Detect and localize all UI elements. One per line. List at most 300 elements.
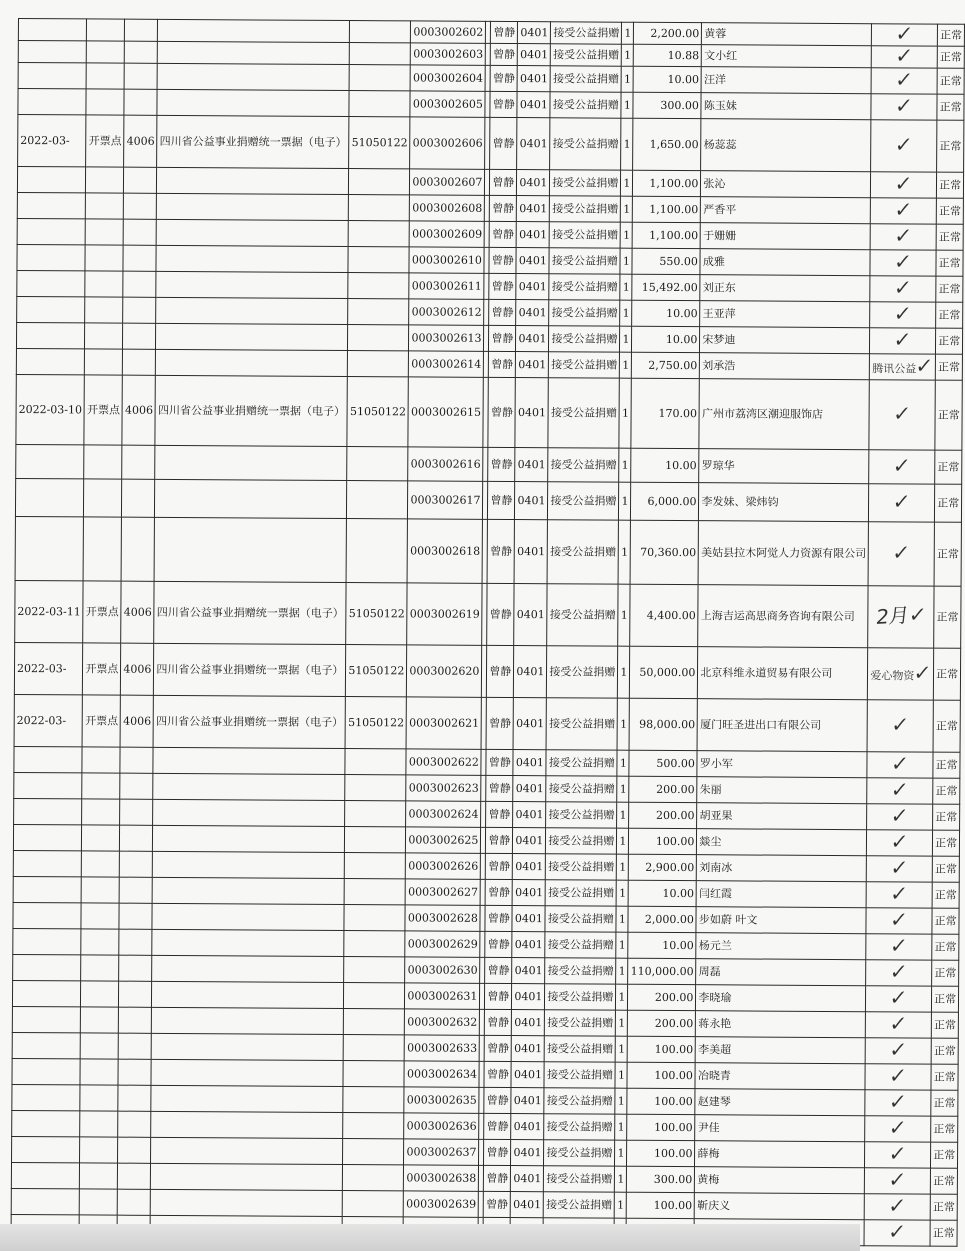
cell-point xyxy=(86,219,124,245)
cell-receipt-no: 0003002606 xyxy=(410,117,485,169)
cell-amount: 100.00 xyxy=(628,1036,696,1062)
cell-point xyxy=(85,323,123,349)
cell-amount: 10.88 xyxy=(634,44,702,66)
cell-check xyxy=(868,648,934,700)
table-row xyxy=(14,694,960,752)
cell-payer xyxy=(349,221,410,247)
cell-dept: 0401 xyxy=(511,1140,544,1166)
cell-item: 接受公益捐赠 xyxy=(550,196,621,222)
cell-donor: 薛梅 xyxy=(695,1141,865,1168)
cell-point: 开票点 xyxy=(86,115,124,167)
cell-check xyxy=(867,778,933,804)
cell-date xyxy=(13,954,82,980)
cell-point: 开票点 xyxy=(83,643,121,695)
cell-point xyxy=(87,41,125,63)
cell-status: 正常 xyxy=(932,908,959,934)
cell-code xyxy=(124,167,157,193)
cell-donor: 杨元兰 xyxy=(696,933,866,960)
cell-dept: 0401 xyxy=(512,1010,545,1036)
cell-code xyxy=(120,877,153,903)
cell-check xyxy=(867,856,933,882)
cell-point xyxy=(83,517,121,581)
cell-receipt-no: 0003002629 xyxy=(405,931,480,957)
cell-date xyxy=(11,1162,80,1188)
checkmark-icon: ✓ xyxy=(887,1192,908,1218)
cell-handler: 曾静 xyxy=(490,221,517,247)
cell-code xyxy=(118,1137,151,1163)
cell-date xyxy=(13,876,82,902)
cell-code: 4006 xyxy=(121,643,154,695)
cell-qty: 1 xyxy=(615,1088,627,1114)
cell-payer xyxy=(345,853,406,879)
cell-name xyxy=(151,1163,343,1190)
cell-payer xyxy=(345,801,406,827)
cell-qty: 1 xyxy=(619,378,631,448)
cell-status: 正常 xyxy=(936,250,963,276)
cell-status: 正常 xyxy=(937,120,964,172)
cell-date xyxy=(14,746,83,772)
cell-point xyxy=(80,1163,118,1189)
cell-name xyxy=(157,89,349,116)
cell-check xyxy=(871,224,937,250)
cell-item: 接受公益捐赠 xyxy=(548,482,619,520)
cell-point xyxy=(86,193,124,219)
cell-qty: 1 xyxy=(615,1166,627,1192)
cell-dept: 0401 xyxy=(513,750,546,776)
cell-code: 4006 xyxy=(122,375,155,445)
cell-dept: 0401 xyxy=(517,196,550,222)
donation-receipt-ledger-table xyxy=(11,18,965,1247)
cell-check xyxy=(871,198,937,224)
cell-dept: 0401 xyxy=(513,828,546,854)
cell-date: 2022-03-10 xyxy=(16,374,85,444)
cell-amount: 110,000.00 xyxy=(628,958,696,984)
cell-item: 接受公益捐赠 xyxy=(545,958,616,984)
cell-qty: 1 xyxy=(620,326,632,352)
cell-code xyxy=(119,903,152,929)
cell-date xyxy=(12,1058,81,1084)
cell-payer xyxy=(343,1087,404,1113)
cell-handler: 曾静 xyxy=(490,195,517,221)
cell-handler: 曾静 xyxy=(488,377,515,447)
cell-receipt-no: 0003002607 xyxy=(410,169,485,195)
cell-amount: 10.00 xyxy=(631,448,699,482)
cell-item: 接受公益捐赠 xyxy=(550,170,621,196)
cell-status: 正常 xyxy=(930,1220,957,1246)
cell-payer xyxy=(344,931,405,957)
cell-point xyxy=(82,877,120,903)
cell-item: 接受公益捐赠 xyxy=(546,854,617,880)
cell-check xyxy=(865,1090,931,1116)
checkmark-icon: ✓ xyxy=(891,539,912,565)
cell-donor: 朱丽 xyxy=(697,777,867,804)
cell-amount: 100.00 xyxy=(627,1088,695,1114)
cell-date xyxy=(11,1188,80,1214)
cell-point xyxy=(81,1007,119,1033)
cell-status: 正常 xyxy=(936,198,963,224)
cell-code xyxy=(122,479,155,517)
cell-donor: 王亚萍 xyxy=(700,301,870,328)
table-row xyxy=(15,516,962,586)
cell-payer xyxy=(345,879,406,905)
cell-check xyxy=(867,700,933,752)
cell-qty: 1 xyxy=(615,1140,627,1166)
cell-amount: 70,360.00 xyxy=(630,520,698,584)
cell-name xyxy=(151,1111,343,1138)
cell-donor: 成雅 xyxy=(700,249,870,276)
cell-receipt-no: 0003002603 xyxy=(411,43,486,65)
cell-check xyxy=(866,986,932,1012)
cell-item: 接受公益捐赠 xyxy=(544,1192,615,1218)
cell-qty: 1 xyxy=(621,118,633,170)
cell-code: 4006 xyxy=(120,695,153,747)
cell-amount: 10.00 xyxy=(629,880,697,906)
cell-item: 接受公益捐赠 xyxy=(545,932,616,958)
checkmark-icon: ✓ xyxy=(888,1114,908,1140)
cell-check xyxy=(865,1064,931,1090)
cell-qty: 1 xyxy=(616,984,628,1010)
scan-bottom-edge xyxy=(0,1224,860,1251)
cell-handler: 曾静 xyxy=(488,481,515,519)
cell-dept: 0401 xyxy=(511,1166,544,1192)
cell-payer xyxy=(344,905,405,931)
cell-code xyxy=(120,851,153,877)
cell-name xyxy=(157,193,349,220)
cell-receipt-no: 0003002624 xyxy=(406,801,481,827)
checkmark-icon: ✓ xyxy=(893,300,913,326)
cell-receipt-no: 0003002630 xyxy=(405,957,480,983)
cell-dept: 0401 xyxy=(511,1114,544,1140)
cell-handler: 曾静 xyxy=(484,1113,511,1139)
cell-receipt-no: 0003002625 xyxy=(406,827,481,853)
cell-qty: 1 xyxy=(622,22,634,44)
cell-code xyxy=(121,517,154,581)
checkmark-icon: ✓ xyxy=(888,1088,909,1114)
cell-qty: 1 xyxy=(616,932,628,958)
cell-check xyxy=(870,354,936,380)
cell-payer xyxy=(345,827,406,853)
cell-handler: 曾静 xyxy=(487,519,514,583)
cell-code xyxy=(119,955,152,981)
cell-status: 正常 xyxy=(931,1168,958,1194)
cell-code xyxy=(120,747,153,773)
cell-qty: 1 xyxy=(621,92,633,118)
cell-dept: 0401 xyxy=(514,584,547,646)
checkmark-icon: ✓ xyxy=(890,750,911,776)
cell-handler: 曾静 xyxy=(485,983,512,1009)
cell-check xyxy=(871,172,937,198)
cell-donor: 刘承浩 xyxy=(700,353,870,380)
cell-code xyxy=(123,271,156,297)
cell-date xyxy=(13,824,82,850)
cell-check xyxy=(867,752,933,778)
checkmark-icon: ✓ xyxy=(893,222,914,248)
cell-status: 正常 xyxy=(937,172,964,198)
cell-item: 接受公益捐赠 xyxy=(545,1036,616,1062)
cell-payer xyxy=(343,1113,404,1139)
cell-payer xyxy=(343,1061,404,1087)
cell-name xyxy=(152,929,344,956)
cell-item: 接受公益捐赠 xyxy=(550,92,621,118)
cell-receipt-no: 0003002639 xyxy=(404,1191,479,1217)
cell-dept: 0401 xyxy=(518,44,551,66)
cell-status: 正常 xyxy=(937,46,964,68)
checkmark-icon: ✓ xyxy=(893,170,914,196)
cell-check xyxy=(867,804,933,830)
checkmark-icon: ✓ xyxy=(914,352,935,378)
cell-item: 接受公益捐赠 xyxy=(549,248,620,274)
cell-date xyxy=(12,1032,81,1058)
checkmark-icon: ✓ xyxy=(889,880,910,906)
cell-amount: 2,200.00 xyxy=(634,22,702,44)
cell-handler: 曾静 xyxy=(489,247,516,273)
cell-date xyxy=(17,218,86,244)
cell-handler: 曾静 xyxy=(491,21,518,43)
cell-item: 接受公益捐赠 xyxy=(548,378,619,448)
cell-amount: 100.00 xyxy=(627,1192,695,1218)
cell-receipt-no: 0003002628 xyxy=(405,905,480,931)
cell-code xyxy=(118,1059,151,1085)
cell-payer xyxy=(348,273,409,299)
cell-name xyxy=(152,903,344,930)
cell-qty: 1 xyxy=(615,1192,627,1218)
cell-date xyxy=(12,980,81,1006)
cell-payer xyxy=(349,195,410,221)
cell-date xyxy=(14,798,83,824)
cell-handler: 曾静 xyxy=(484,1191,511,1217)
cell-dept: 0401 xyxy=(516,326,549,352)
cell-check xyxy=(866,882,932,908)
cell-code xyxy=(119,1033,152,1059)
cell-name xyxy=(153,799,345,826)
cell-payer xyxy=(349,169,410,195)
cell-check xyxy=(871,68,937,94)
cell-check xyxy=(871,94,937,120)
cell-date: 2022-03-11 xyxy=(15,580,84,642)
cell-item: 接受公益捐赠 xyxy=(544,1166,615,1192)
cell-donor: 黄梅 xyxy=(695,1167,865,1194)
cell-amount: 100.00 xyxy=(629,828,697,854)
cell-qty: 1 xyxy=(616,1036,628,1062)
cell-point xyxy=(80,1085,118,1111)
cell-receipt-no: 0003002623 xyxy=(406,775,481,801)
cell-name xyxy=(154,517,346,582)
cell-name: 四川省公益事业捐赠统一票据（电子） xyxy=(154,643,346,696)
cell-name xyxy=(157,63,349,90)
cell-payer xyxy=(344,957,405,983)
cell-name xyxy=(153,773,345,800)
cell-receipt-no: 0003002636 xyxy=(404,1113,479,1139)
cell-handler: 曾静 xyxy=(489,351,516,377)
cell-receipt-no: 0003002618 xyxy=(407,519,482,583)
cell-date xyxy=(12,1006,81,1032)
cell-point xyxy=(81,903,119,929)
cell-name xyxy=(156,271,348,298)
cell-amount: 550.00 xyxy=(632,248,700,274)
cell-handler: 曾静 xyxy=(490,117,517,169)
cell-date xyxy=(12,1084,81,1110)
cell-date xyxy=(14,772,83,798)
cell-item: 接受公益捐赠 xyxy=(551,22,622,44)
cell-status: 正常 xyxy=(933,778,960,804)
cell-payer xyxy=(349,91,410,117)
cell-point xyxy=(81,955,119,981)
cell-point: 开票点 xyxy=(83,581,121,643)
cell-payer xyxy=(343,1165,404,1191)
cell-status: 正常 xyxy=(937,68,964,94)
cell-item: 接受公益捐赠 xyxy=(546,776,617,802)
table-row xyxy=(16,444,962,484)
cell-status: 正常 xyxy=(932,882,959,908)
checkmark-icon: ✓ xyxy=(892,400,913,426)
cell-item: 接受公益捐赠 xyxy=(549,352,620,378)
checkmark-icon: ✓ xyxy=(889,958,909,984)
cell-receipt-no: 0003002632 xyxy=(405,1009,480,1035)
cell-code: 4006 xyxy=(124,115,157,167)
cell-donor: 宋梦迪 xyxy=(700,327,870,354)
cell-amount: 100.00 xyxy=(627,1140,695,1166)
cell-dept: 0401 xyxy=(517,92,550,118)
cell-donor: 黄蓉 xyxy=(702,23,872,46)
cell-payer xyxy=(348,299,409,325)
cell-handler: 曾静 xyxy=(486,801,513,827)
cell-name xyxy=(153,747,345,774)
cell-check xyxy=(868,522,934,586)
cell-handler: 曾静 xyxy=(489,273,516,299)
cell-check xyxy=(865,1116,931,1142)
cell-amount: 2,000.00 xyxy=(628,906,696,932)
cell-code xyxy=(124,89,157,115)
cell-check xyxy=(867,830,933,856)
cell-amount: 1,650.00 xyxy=(633,118,701,170)
cell-donor: 罗琼华 xyxy=(699,449,869,484)
cell-item: 接受公益捐赠 xyxy=(549,300,620,326)
cell-amount: 98,000.00 xyxy=(629,698,697,750)
cell-point xyxy=(82,747,120,773)
cell-status: 正常 xyxy=(932,986,959,1012)
cell-dept: 0401 xyxy=(513,854,546,880)
cell-status: 正常 xyxy=(934,648,961,700)
cell-status: 正常 xyxy=(934,586,961,648)
cell-date xyxy=(12,1136,81,1162)
cell-amount: 1,100.00 xyxy=(633,222,701,248)
cell-donor: 美姑县拉木阿觉人力资源有限公司 xyxy=(698,521,868,586)
cell-item: 接受公益捐赠 xyxy=(550,66,621,92)
checkmark-icon: ✓ xyxy=(887,1218,908,1244)
checkmark-icon: ✓ xyxy=(887,1166,908,1192)
cell-status: 正常 xyxy=(933,830,960,856)
cell-point xyxy=(80,1111,118,1137)
cell-dept: 0401 xyxy=(517,170,550,196)
cell-status: 正常 xyxy=(936,328,963,354)
cell-name: 四川省公益事业捐赠统一票据（电子） xyxy=(155,375,347,446)
cell-status: 正常 xyxy=(934,522,961,586)
cell-date xyxy=(13,902,82,928)
cell-qty: 1 xyxy=(615,1062,627,1088)
cell-payer: 51050122 xyxy=(349,117,410,169)
cell-receipt-no: 0003002613 xyxy=(409,325,484,351)
cell-qty: 1 xyxy=(620,300,632,326)
cell-code xyxy=(123,245,156,271)
cell-dept: 0401 xyxy=(517,118,550,170)
checkmark-icon: ✓ xyxy=(894,42,915,68)
cell-point xyxy=(82,825,120,851)
cell-handler: 曾静 xyxy=(491,43,518,65)
cell-code xyxy=(120,799,153,825)
checkmark-icon: ✓ xyxy=(889,828,910,854)
cell-handler: 曾静 xyxy=(485,1009,512,1035)
cell-check xyxy=(869,380,935,450)
checkmark-icon: ✓ xyxy=(888,1062,909,1088)
cell-status: 正常 xyxy=(933,700,960,752)
cell-receipt-no: 0003002627 xyxy=(406,879,481,905)
cell-amount: 300.00 xyxy=(633,92,701,118)
cell-qty: 1 xyxy=(617,698,629,750)
cell-payer xyxy=(345,749,406,775)
cell-name xyxy=(152,955,344,982)
cell-qty: 1 xyxy=(621,66,633,92)
cell-status: 正常 xyxy=(930,1194,957,1220)
cell-amount: 100.00 xyxy=(627,1062,695,1088)
cell-handler: 曾静 xyxy=(490,65,517,91)
cell-name xyxy=(151,1137,343,1164)
cell-item: 接受公益捐赠 xyxy=(545,1010,616,1036)
checkmark-icon: ✓ xyxy=(889,984,909,1010)
cell-item: 接受公益捐赠 xyxy=(548,448,619,482)
cell-date xyxy=(18,41,87,63)
cell-dept: 0401 xyxy=(513,776,546,802)
cell-dept: 0401 xyxy=(516,300,549,326)
table-row xyxy=(18,115,964,173)
cell-amount: 4,400.00 xyxy=(630,584,698,646)
cell-item: 接受公益捐赠 xyxy=(545,984,616,1010)
cell-status: 正常 xyxy=(931,1090,958,1116)
cell-qty: 1 xyxy=(618,646,630,698)
cell-name xyxy=(157,219,349,246)
checkmark-icon: ✓ xyxy=(912,659,933,685)
cell-date xyxy=(18,89,87,115)
cell-dept: 0401 xyxy=(512,932,545,958)
cell-item: 接受公益捐赠 xyxy=(544,1114,615,1140)
cell-point xyxy=(85,271,123,297)
cell-receipt-no: 0003002619 xyxy=(407,583,482,645)
cell-handler: 曾静 xyxy=(490,91,517,117)
cell-date xyxy=(12,1110,81,1136)
checkmark-icon: ✓ xyxy=(888,1010,909,1036)
cell-receipt-no: 0003002605 xyxy=(410,91,485,117)
cell-amount: 200.00 xyxy=(628,1010,696,1036)
cell-name xyxy=(157,167,349,194)
cell-donor: 北京科维永道贸易有限公司 xyxy=(698,647,868,700)
cell-check xyxy=(866,908,932,934)
cell-check xyxy=(871,120,937,172)
cell-name xyxy=(158,19,350,42)
checkmark-icon: ✓ xyxy=(893,248,914,274)
cell-handler: 曾静 xyxy=(488,447,515,481)
checkmark-icon: ✓ xyxy=(890,802,910,828)
cell-name: 四川省公益事业捐赠统一票据（电子） xyxy=(154,581,346,644)
cell-amount: 170.00 xyxy=(631,378,699,448)
cell-check xyxy=(870,328,936,354)
cell-qty: 1 xyxy=(619,448,631,482)
cell-receipt-no: 0003002608 xyxy=(410,195,485,221)
cell-date xyxy=(16,322,85,348)
cell-code xyxy=(125,41,158,63)
cell-handler: 曾静 xyxy=(486,853,513,879)
cell-status: 正常 xyxy=(937,94,964,120)
cell-qty: 1 xyxy=(615,1114,627,1140)
cell-donor: 尹佳 xyxy=(695,1115,865,1142)
